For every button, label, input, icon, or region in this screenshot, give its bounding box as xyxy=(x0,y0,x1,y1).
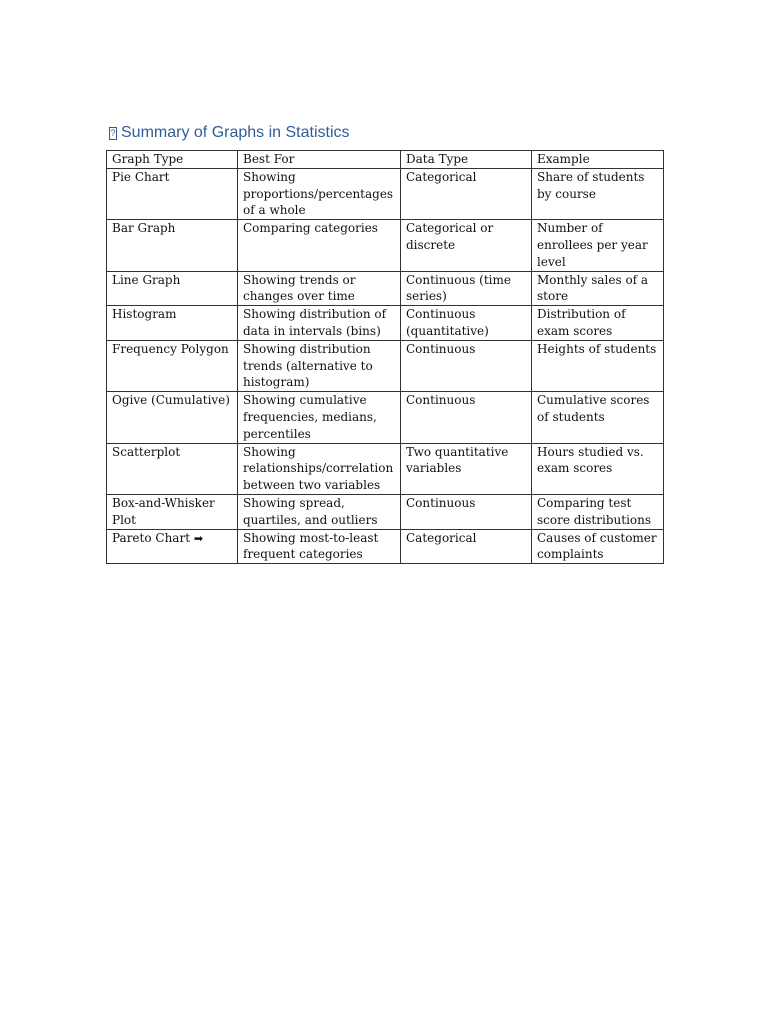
missing-glyph-icon xyxy=(109,127,117,140)
cell-best-for: Showing cumulative frequencies, medians, percentiles xyxy=(238,392,401,443)
table-header-row xyxy=(107,151,664,169)
column-header-example: Example xyxy=(532,151,664,169)
cell-data-type: Two quantitative variables xyxy=(401,443,532,494)
cell-data-type: Continuous (quantitative) xyxy=(401,306,532,341)
cell-example: Monthly sales of a store xyxy=(532,271,664,306)
cell-data-type: Continuous xyxy=(401,340,532,391)
column-header-best-for: Best For xyxy=(238,151,401,169)
cell-example: Heights of students xyxy=(532,340,664,391)
graphs-summary-table xyxy=(106,150,664,564)
cell-graph-type: Bar Graph xyxy=(107,220,238,271)
cell-example: Cumulative scores of students xyxy=(532,392,664,443)
cell-graph-type: Histogram xyxy=(107,306,238,341)
column-header-graph-type: Graph Type xyxy=(107,151,238,169)
page-title xyxy=(109,124,350,142)
cell-best-for: Showing relationships/correlation between two variables xyxy=(238,443,401,494)
table-row xyxy=(107,392,664,443)
cell-data-type: Categorical xyxy=(401,168,532,219)
cell-best-for: Showing distribution trends (alternative to histogram) xyxy=(238,340,401,391)
right-arrow-icon: ➡ xyxy=(193,531,204,545)
cell-data-type: Categorical xyxy=(401,529,532,564)
cell-graph-type-text: Pareto Chart xyxy=(112,530,191,545)
table-row xyxy=(107,168,664,219)
cell-example: Comparing test score distributions xyxy=(532,494,664,529)
cell-example: Number of enrollees per year level xyxy=(532,220,664,271)
cell-graph-type: Pie Chart xyxy=(107,168,238,219)
table-row xyxy=(107,494,664,529)
cell-graph-type: Ogive (Cumulative) xyxy=(107,392,238,443)
cell-graph-type xyxy=(107,529,238,564)
table-row xyxy=(107,220,664,271)
cell-graph-type: Scatterplot xyxy=(107,443,238,494)
cell-data-type: Categorical or discrete xyxy=(401,220,532,271)
table-row xyxy=(107,306,664,341)
cell-best-for: Showing most-to-least frequent categories xyxy=(238,529,401,564)
cell-example: Hours studied vs. exam scores xyxy=(532,443,664,494)
cell-graph-type: Line Graph xyxy=(107,271,238,306)
cell-example: Distribution of exam scores xyxy=(532,306,664,341)
cell-data-type: Continuous xyxy=(401,494,532,529)
cell-graph-type: Frequency Polygon xyxy=(107,340,238,391)
cell-best-for: Showing spread, quartiles, and outliers xyxy=(238,494,401,529)
column-header-data-type: Data Type xyxy=(401,151,532,169)
cell-best-for: Showing trends or changes over time xyxy=(238,271,401,306)
cell-graph-type: Box-and-Whisker Plot xyxy=(107,494,238,529)
cell-example: Causes of customer complaints xyxy=(532,529,664,564)
table-row xyxy=(107,529,664,564)
table-row xyxy=(107,271,664,306)
cell-best-for: Showing proportions/percentages of a whole xyxy=(238,168,401,219)
cell-data-type: Continuous (time series) xyxy=(401,271,532,306)
table-row xyxy=(107,443,664,494)
cell-data-type: Continuous xyxy=(401,392,532,443)
cell-example: Share of students by course xyxy=(532,168,664,219)
cell-best-for: Showing distribution of data in intervals (bins) xyxy=(238,306,401,341)
page-title-text: Summary of Graphs in Statistics xyxy=(121,124,350,141)
cell-best-for: Comparing categories xyxy=(238,220,401,271)
table-row xyxy=(107,340,664,391)
